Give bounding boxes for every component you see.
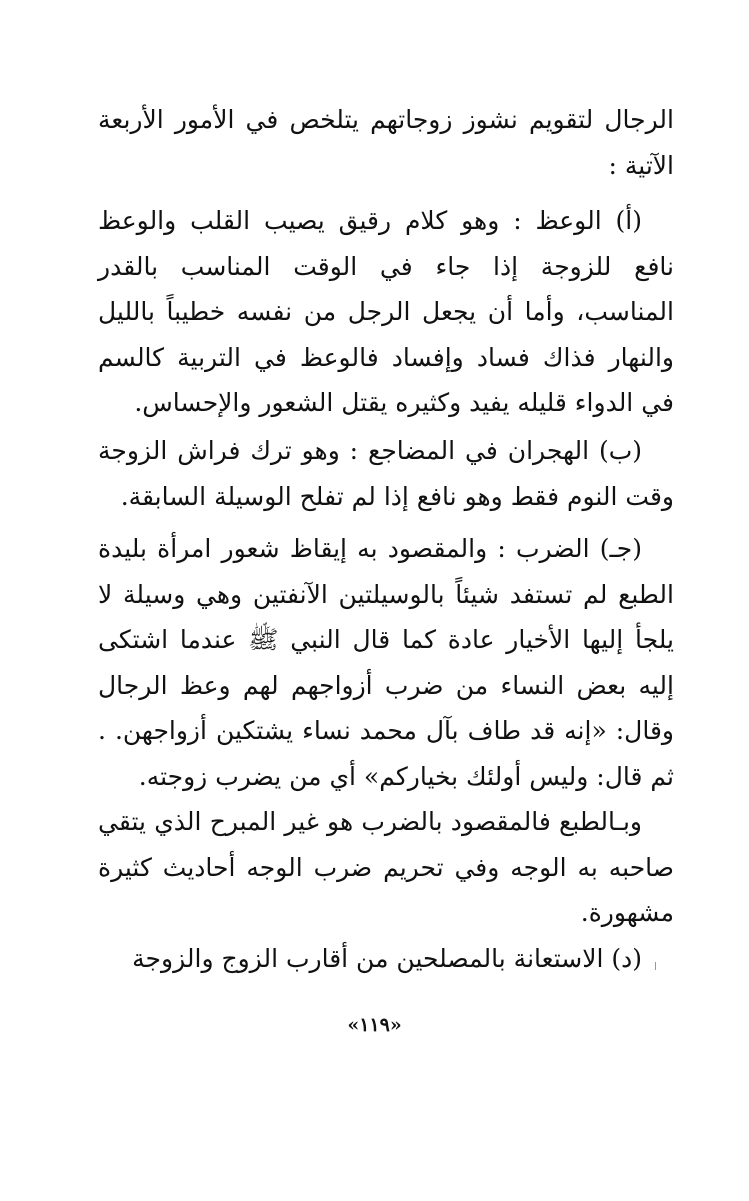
text-block-separation bbox=[98, 428, 674, 519]
paragraph-striking: (جـ) الضرب : والمقصود به إيقاظ شعور امرأة بليدة الطبع لم تستفد شيئاً بالوسيلتين الآنفتين وهي وسيلة لا يلجأ إليها الأخيار عادة كما قال النبي ﷺ عندما اشتكى إليه بعض النساء من ضرب أزواجهم لهم وعظ الرجال وقال: «إنه قد طاف بآل محمد نساء يشتكين أزواجهن. . ثم قال: وليس أولئك بخياركم» أي من يضرب زوجته. bbox=[98, 534, 674, 791]
text-block-clarification bbox=[98, 799, 674, 936]
text-block-admonition bbox=[98, 198, 674, 426]
text-block-continuation bbox=[98, 97, 674, 188]
paragraph-clarification: وبـالطبع فالمقصود بالضرب هو غير المبرح الذي يتقي صاحبه به الوجه وفي تحريم ضرب الوجه أحاديث كثيرة مشهورة. bbox=[98, 807, 674, 927]
paragraph-separation: (ب) الهجران في المضاجع : وهو ترك فراش الزوجة وقت النوم فقط وهو نافع إذا لم تفلح الوسيلة السابقة. bbox=[98, 436, 674, 511]
page-number: «١١٩» bbox=[347, 1014, 402, 1036]
scan-speck bbox=[655, 962, 656, 970]
paragraph-admonition: (أ) الوعظ : وهو كلام رقيق يصيب القلب والوعظ نافع للزوجة إذا جاء في الوقت المناسب بالقدر المناسب، وأما أن يجعل الرجل من نفسه خطيباً بالليل والنهار فذاك فساد وإفساد فالوعظ في التربية كالسم في الدواء قليله يفيد وكثيره يقتل الشعور والإحساس. bbox=[98, 206, 674, 417]
paragraph-reconcilers: (د) الاستعانة بالمصلحين من أقارب الزوج والزوجة bbox=[132, 944, 642, 973]
text-block-striking bbox=[98, 526, 674, 799]
paragraph-intro: الرجال لتقويم نشوز زوجاتهم يتلخص في الأمور الأربعة الآتية : bbox=[98, 105, 674, 180]
text-block-reconcilers bbox=[98, 936, 674, 982]
